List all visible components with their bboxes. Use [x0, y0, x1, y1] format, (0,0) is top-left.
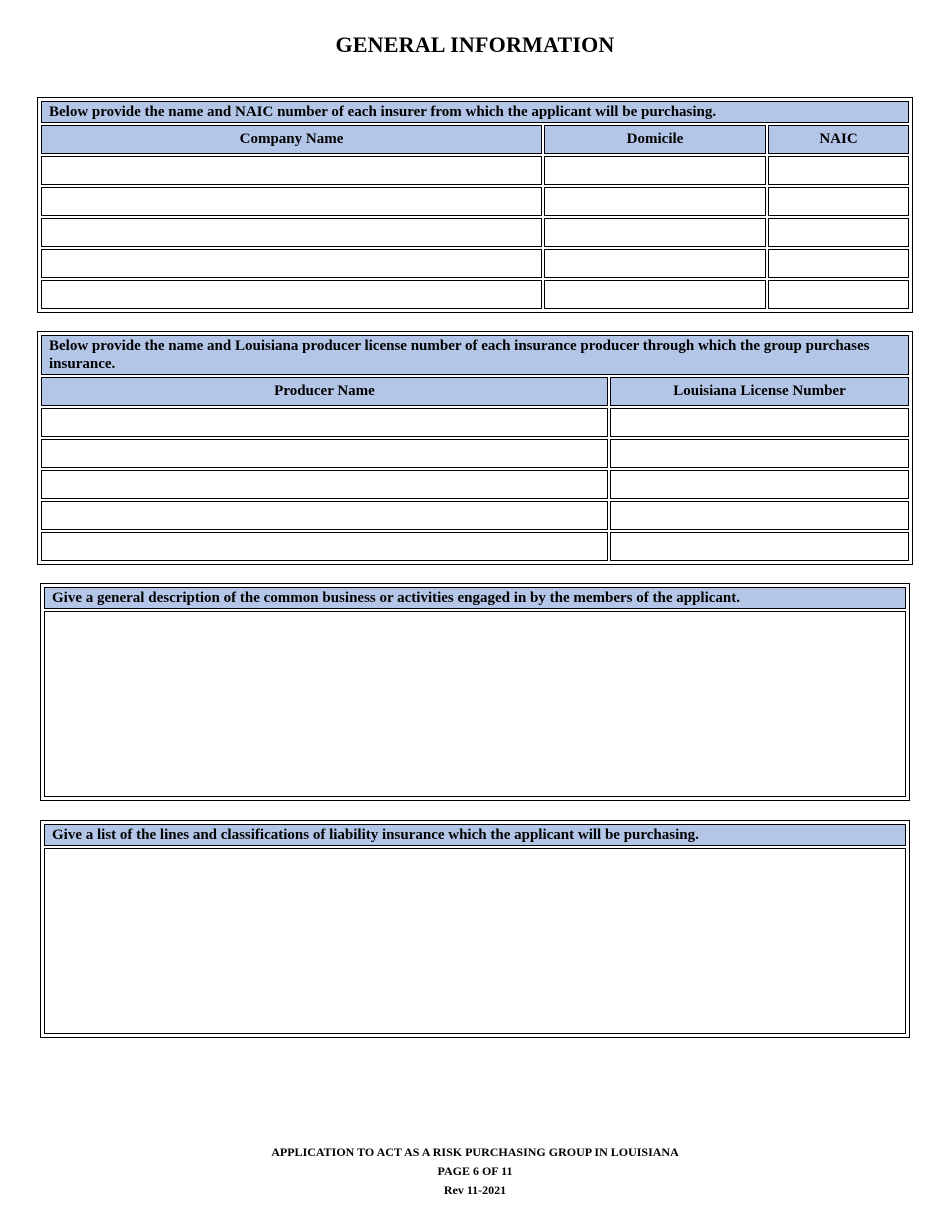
column-header-company-name: Company Name — [41, 125, 542, 154]
company-name-field[interactable] — [41, 218, 542, 247]
insurers-table — [37, 97, 913, 313]
table-row — [41, 408, 909, 437]
license-number-field[interactable] — [610, 470, 909, 499]
domicile-field[interactable] — [544, 249, 766, 278]
footer-revision: Rev 11-2021 — [443, 1183, 507, 1197]
column-header-domicile: Domicile — [544, 125, 766, 154]
table-row — [41, 439, 909, 468]
producer-name-field[interactable] — [41, 532, 608, 561]
table-row — [41, 280, 909, 309]
business-description-section — [40, 583, 910, 801]
license-number-field[interactable] — [610, 532, 909, 561]
license-number-field[interactable] — [610, 439, 909, 468]
license-number-field[interactable] — [610, 501, 909, 530]
footer-page-number: PAGE 6 OF 11 — [437, 1164, 513, 1178]
naic-field[interactable] — [768, 187, 909, 216]
company-name-field[interactable] — [41, 187, 542, 216]
column-header-producer-name: Producer Name — [41, 377, 608, 406]
table-row — [41, 156, 909, 185]
company-name-field[interactable] — [41, 156, 542, 185]
domicile-field[interactable] — [544, 156, 766, 185]
business-description-field[interactable] — [44, 611, 906, 797]
naic-field[interactable] — [768, 249, 909, 278]
footer-form-title: APPLICATION TO ACT AS A RISK PURCHASING GROUP IN LOUISIANA — [271, 1145, 679, 1159]
insurers-instruction: Below provide the name and NAIC number of each insurer from which the applicant will be purchasing. — [41, 101, 909, 123]
naic-field[interactable] — [768, 280, 909, 309]
footer — [0, 1143, 950, 1200]
table-row — [41, 249, 909, 278]
domicile-field[interactable] — [544, 218, 766, 247]
domicile-field[interactable] — [544, 280, 766, 309]
business-description-instruction: Give a general description of the common business or activities engaged in by the members of the applicant. — [44, 587, 906, 609]
producer-name-field[interactable] — [41, 408, 608, 437]
naic-field[interactable] — [768, 156, 909, 185]
license-number-field[interactable] — [610, 408, 909, 437]
producer-name-field[interactable] — [41, 439, 608, 468]
company-name-field[interactable] — [41, 249, 542, 278]
producer-name-field[interactable] — [41, 470, 608, 499]
domicile-field[interactable] — [544, 187, 766, 216]
producers-instruction: Below provide the name and Louisiana producer license number of each insurance producer through which the group purchases insurance. — [41, 335, 909, 375]
page-title: GENERAL INFORMATION — [335, 32, 615, 57]
table-row — [41, 470, 909, 499]
naic-field[interactable] — [768, 218, 909, 247]
producer-name-field[interactable] — [41, 501, 608, 530]
column-header-license-number: Louisiana License Number — [610, 377, 909, 406]
column-header-naic: NAIC — [768, 125, 909, 154]
table-row — [41, 501, 909, 530]
table-row — [41, 187, 909, 216]
liability-lines-field[interactable] — [44, 848, 906, 1034]
producers-table — [37, 331, 913, 565]
company-name-field[interactable] — [41, 280, 542, 309]
liability-lines-section — [40, 820, 910, 1038]
table-row — [41, 532, 909, 561]
liability-lines-instruction: Give a list of the lines and classifications of liability insurance which the applicant will be purchasing. — [44, 824, 906, 846]
table-row — [41, 218, 909, 247]
